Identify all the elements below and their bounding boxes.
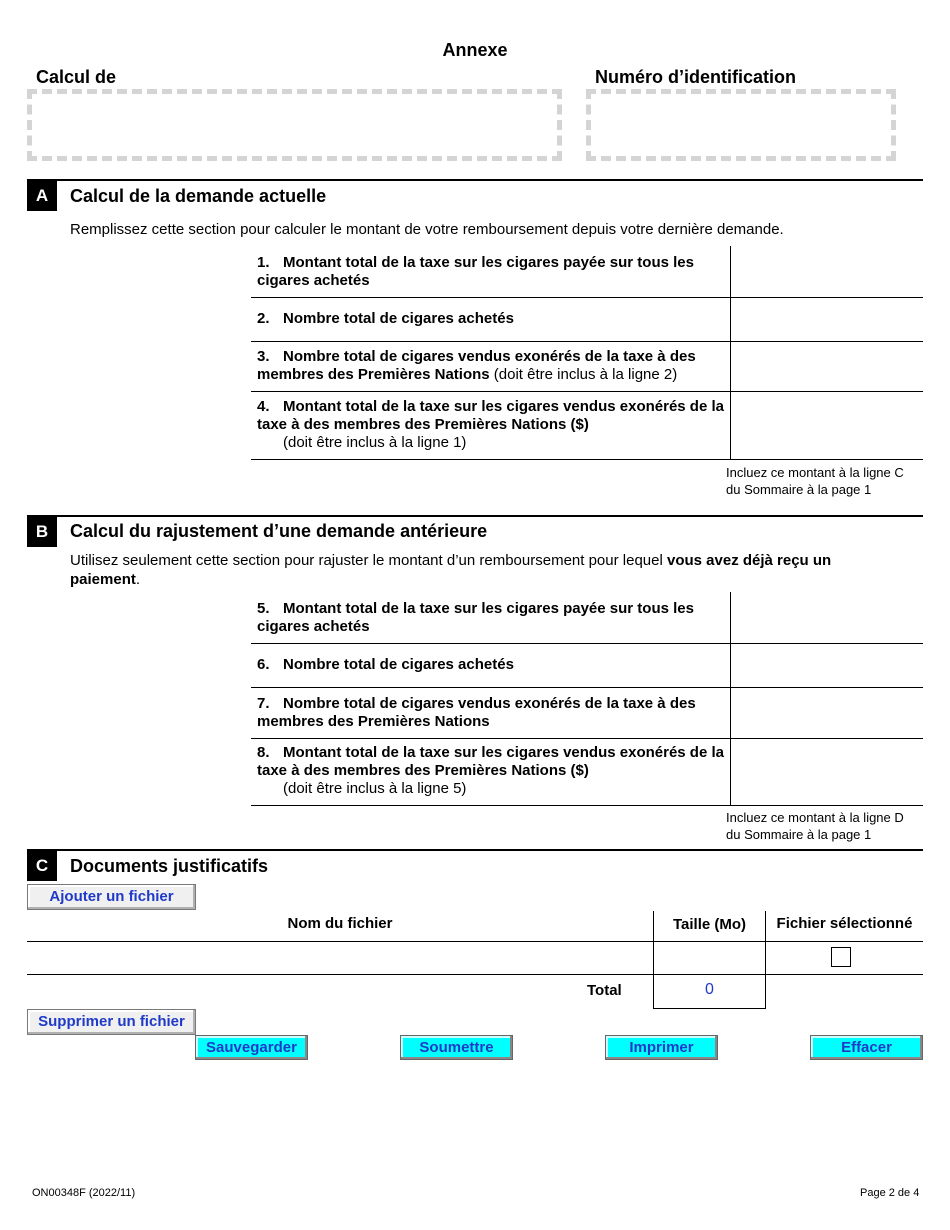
clear-button[interactable]: Effacer	[810, 1035, 923, 1060]
table-row-divider	[27, 974, 923, 975]
row-divider	[251, 805, 923, 806]
line-6-label: Nombre total de cigares achetés	[283, 656, 514, 673]
row-divider	[251, 738, 923, 739]
form-id: ON00348F (2022/11)	[32, 1187, 136, 1199]
line-7	[257, 695, 727, 731]
table-row-divider	[653, 1008, 765, 1009]
file-selected-checkbox[interactable]	[831, 947, 851, 967]
section-b-intro-bold: vous avez déjà reçu un paiement	[70, 552, 832, 588]
line-3-input[interactable]	[732, 343, 922, 390]
table-row-divider	[27, 941, 923, 942]
section-c-letter: C	[27, 851, 57, 881]
line-8-input[interactable]	[732, 740, 922, 804]
line-3	[257, 348, 727, 384]
page-number: Page 2 de 4	[860, 1187, 920, 1199]
line-8-number: 8.	[257, 744, 270, 761]
section-b-title: Calcul du rajustement d’une demande antérieure	[70, 521, 488, 541]
line-2-number: 2.	[257, 310, 270, 327]
section-c-title: Documents justificatifs	[70, 856, 269, 876]
line-4-label: Montant total de la taxe sur les cigares vendus exonérés de la taxe à des membres des Premières Nations ($)	[257, 398, 724, 433]
section-a-intro: Remplissez cette section pour calculer le montant de votre remboursement depuis votre dernière demande.	[70, 221, 784, 238]
section-c-divider	[27, 849, 923, 851]
file-name-cell[interactable]	[28, 943, 652, 973]
section-b-value-column	[730, 592, 731, 805]
line-6-input[interactable]	[732, 645, 922, 686]
print-button[interactable]: Imprimer	[605, 1035, 718, 1060]
file-size-header: Taille (Mo)	[672, 916, 747, 933]
line-5	[257, 600, 727, 636]
line-4-note: (doit être inclus à la ligne 1)	[283, 434, 467, 451]
row-divider	[251, 459, 923, 460]
line-3-number: 3.	[257, 348, 270, 365]
total-label: Total	[587, 982, 622, 999]
section-b-letter: B	[27, 517, 57, 547]
line-3-note: (doit être inclus à la ligne 2)	[493, 366, 678, 383]
calcul-de-field[interactable]	[27, 89, 562, 161]
line-8-note: (doit être inclus à la ligne 5)	[283, 780, 467, 797]
line-6	[257, 656, 727, 674]
row-divider	[251, 391, 923, 392]
row-divider	[251, 643, 923, 644]
line-1-label: Montant total de la taxe sur les cigares payée sur tous les cigares achetés	[257, 254, 694, 289]
section-a-title: Calcul de la demande actuelle	[70, 186, 327, 206]
line-1-input[interactable]	[732, 247, 922, 296]
section-a-note-line1: Incluez ce montant à la ligne C	[726, 465, 904, 480]
section-a-letter: A	[27, 181, 57, 211]
numero-identification-field[interactable]	[586, 89, 896, 161]
line-8	[257, 744, 727, 798]
save-button[interactable]: Sauvegarder	[195, 1035, 308, 1060]
section-a-divider	[27, 179, 923, 181]
section-a-note-line2: du Sommaire à la page 1	[726, 482, 872, 497]
line-5-number: 5.	[257, 600, 270, 617]
line-2-label: Nombre total de cigares achetés	[283, 310, 514, 327]
section-b-intro-text: Utilisez seulement cette section pour rajuster le montant d’un remboursement pour lequel	[70, 552, 667, 569]
line-1	[257, 254, 727, 290]
section-b-divider	[27, 515, 923, 517]
line-1-number: 1.	[257, 254, 270, 271]
line-2	[257, 310, 727, 328]
row-divider	[251, 341, 923, 342]
line-7-number: 7.	[257, 695, 270, 712]
total-value: 0	[705, 981, 714, 998]
row-divider	[251, 297, 923, 298]
line-5-label: Montant total de la taxe sur les cigares payée sur tous les cigares achetés	[257, 600, 694, 635]
line-5-input[interactable]	[732, 593, 922, 642]
line-6-number: 6.	[257, 656, 270, 673]
section-b-note	[726, 809, 904, 843]
file-name-header: Nom du fichier	[287, 915, 393, 932]
calcul-de-label: Calcul de	[36, 67, 117, 87]
table-col-divider	[765, 911, 766, 1009]
file-size-cell	[655, 943, 764, 973]
section-a-value-column	[730, 246, 731, 459]
line-4	[257, 398, 727, 452]
page-title: Annexe	[442, 40, 508, 60]
row-divider	[251, 687, 923, 688]
file-selected-header: Fichier sélectionné	[776, 915, 913, 932]
section-a-note	[726, 464, 904, 498]
line-2-input[interactable]	[732, 299, 922, 340]
line-4-input[interactable]	[732, 393, 922, 458]
numero-identification-label: Numéro d’identification	[595, 67, 797, 87]
line-8-label: Montant total de la taxe sur les cigares vendus exonérés de la taxe à des membres des Premières Nations ($)	[257, 744, 724, 779]
add-file-button[interactable]: Ajouter un fichier	[27, 884, 196, 910]
section-b-note-line2: du Sommaire à la page 1	[726, 827, 872, 842]
line-3-label: Nombre total de cigares vendus exonérés de la taxe à des membres des Premières Nations	[257, 348, 696, 383]
line-4-number: 4.	[257, 398, 270, 415]
submit-button[interactable]: Soumettre	[400, 1035, 513, 1060]
section-b-intro	[70, 551, 870, 589]
line-7-input[interactable]	[732, 689, 922, 737]
section-b-intro-end: .	[135, 571, 141, 588]
line-7-label: Nombre total de cigares vendus exonérés de la taxe à des membres des Premières Nations	[257, 695, 696, 730]
section-b-note-line1: Incluez ce montant à la ligne D	[726, 810, 904, 825]
delete-file-button[interactable]: Supprimer un fichier	[27, 1009, 196, 1035]
